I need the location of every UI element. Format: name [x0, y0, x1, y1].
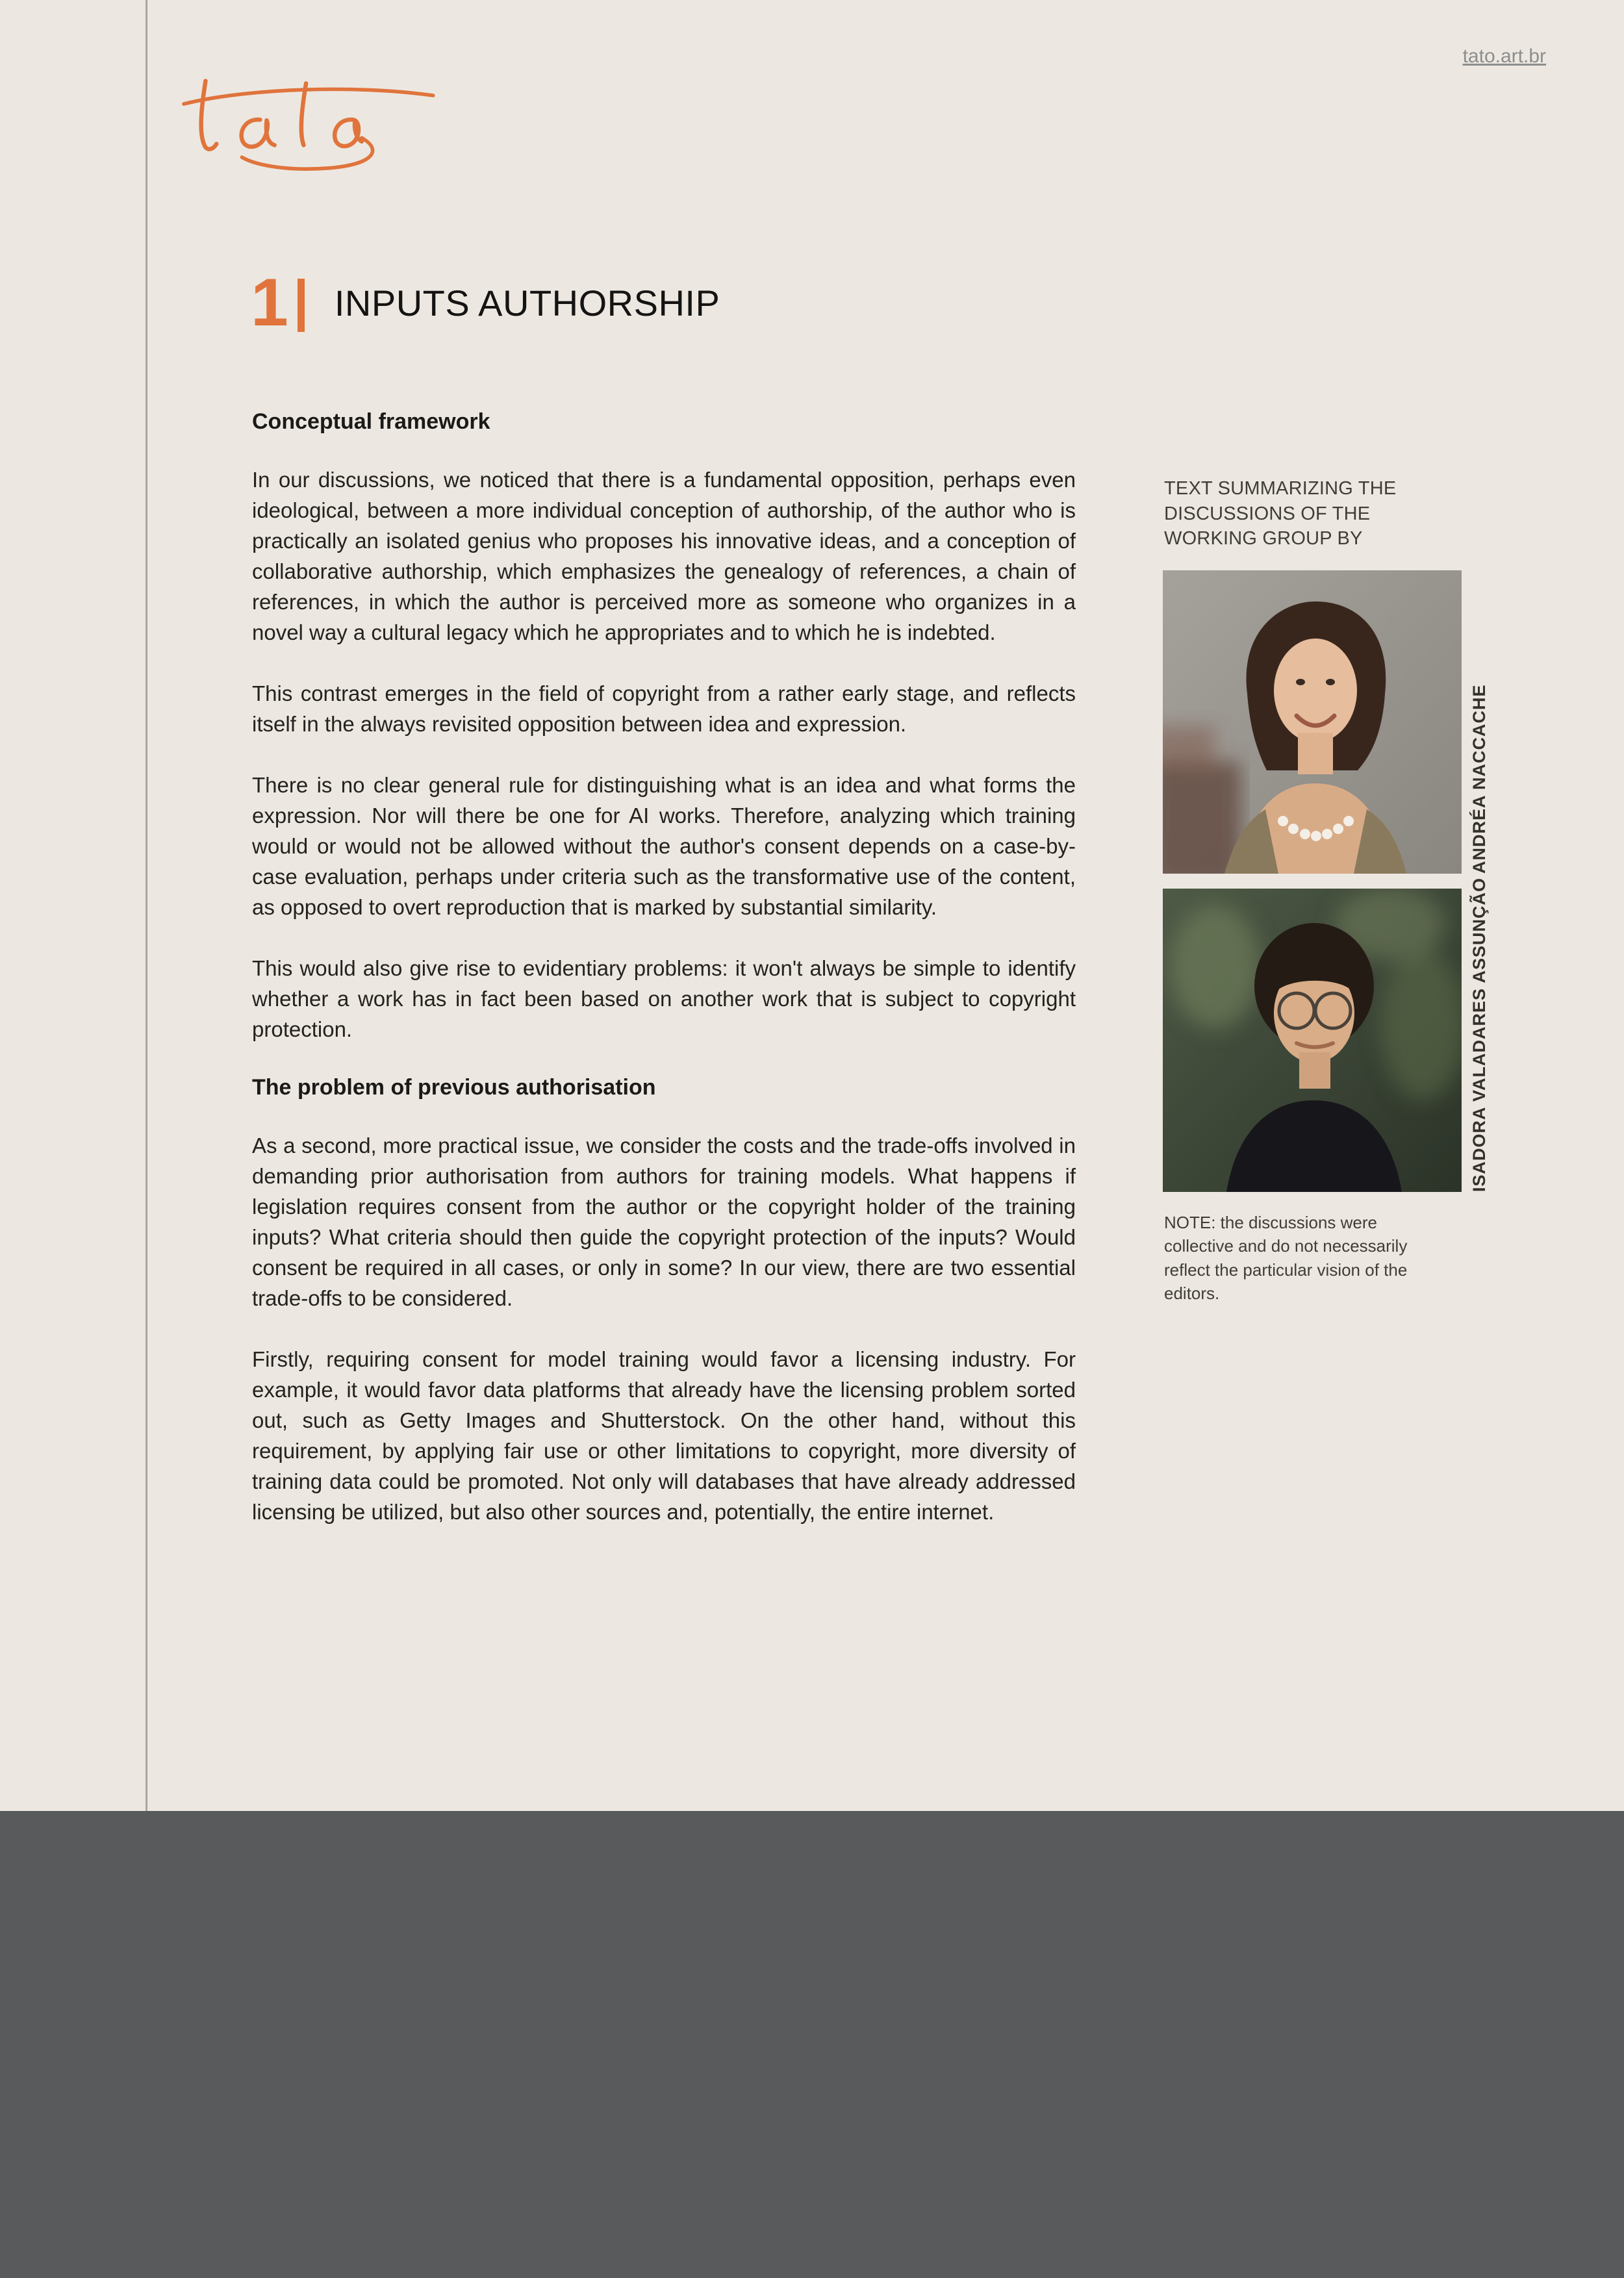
author-photo-isadora	[1163, 877, 1489, 1192]
subheading-previous-authorisation: The problem of previous authorisation	[252, 1075, 656, 1100]
section-heading	[251, 265, 720, 340]
section-number: 1	[251, 265, 288, 340]
author-name-vertical: ANDRÉA NACCACHE	[1469, 684, 1489, 874]
paragraph: This contrast emerges in the field of copyright from a rather early stage, and reflects itself in the always revisited opposition between idea and expression.	[252, 681, 1076, 736]
signature-icon	[174, 55, 440, 181]
paragraph: As a second, more practical issue, we consider the costs and the trade-offs involved in demanding prior authorisation from authors for training models. What happens if legislation requires consent from the author or the copyright holder of the training inputs? What criteria should then guide the copyright protection of the inputs? Would consent be required in all cases, or only in some? In our view, there are two essential trade-offs to be considered.	[252, 1133, 1076, 1310]
article-body	[252, 409, 1076, 1558]
section-number-bar	[298, 279, 305, 332]
sidebar-kicker: TEXT SUMMARIZING THE DISCUSSIONS OF THE WORKING GROUP BY	[1164, 478, 1397, 550]
tato-signature-logo	[174, 55, 440, 181]
author-photo-andrea	[1163, 570, 1489, 874]
paragraph: This would also give rise to evidentiary problems: it won't always be simple to identify whether a work has in fact been based on another work that is subject to copyright protection.	[252, 956, 1076, 1041]
editors-note: NOTE: the discussions were collective and do not necessarily reflect the particular vision of the editors.	[1164, 1213, 1408, 1304]
section-title: INPUTS AUTHORSHIP	[334, 282, 720, 323]
site-link[interactable]: tato.art.br	[1462, 45, 1546, 67]
paragraph: There is no clear general rule for distinguishing what is an idea and what forms the expression. Nor will there be one for AI works. Therefore, analyzing which training would or would not be allowed without the author's consent depends on a case-by-case evaluation, perhaps under criteria such as the transformative use of the content, as opposed to overt reproduction that is marked by substantial similarity.	[252, 773, 1076, 919]
footer-band	[0, 1811, 1624, 2278]
author-name-vertical: ISADORA VALADARES ASSUNÇÃO	[1469, 877, 1489, 1192]
paragraph: In our discussions, we noticed that there is a fundamental opposition, perhaps even ideological, between a more individual conception of authorship, of the author who is practically an isolated genius who proposes his innovative ideas, and a conception of collaborative authorship, which emphasizes the genealogy of references, a chain of references, in which the author is perceived more as someone who organizes in a novel way a cultural legacy which he appropriates and to which he is indebted.	[252, 468, 1076, 644]
paragraph: Firstly, requiring consent for model training would favor a licensing industry. For example, it would favor data platforms that already have the licensing problem sorted out, such as Getty Images and Shutterstock. On the other hand, without this requirement, by applying fair use or other limitations to copyright, more diversity of training data could be promoted. Not only will databases that have already addressed licensing be utilized, but also other sources and, potentially, the entire internet.	[252, 1347, 1076, 1524]
portrait-image	[1163, 889, 1462, 1192]
portrait-image	[1163, 570, 1462, 874]
subheading-conceptual-framework: Conceptual framework	[252, 409, 490, 434]
